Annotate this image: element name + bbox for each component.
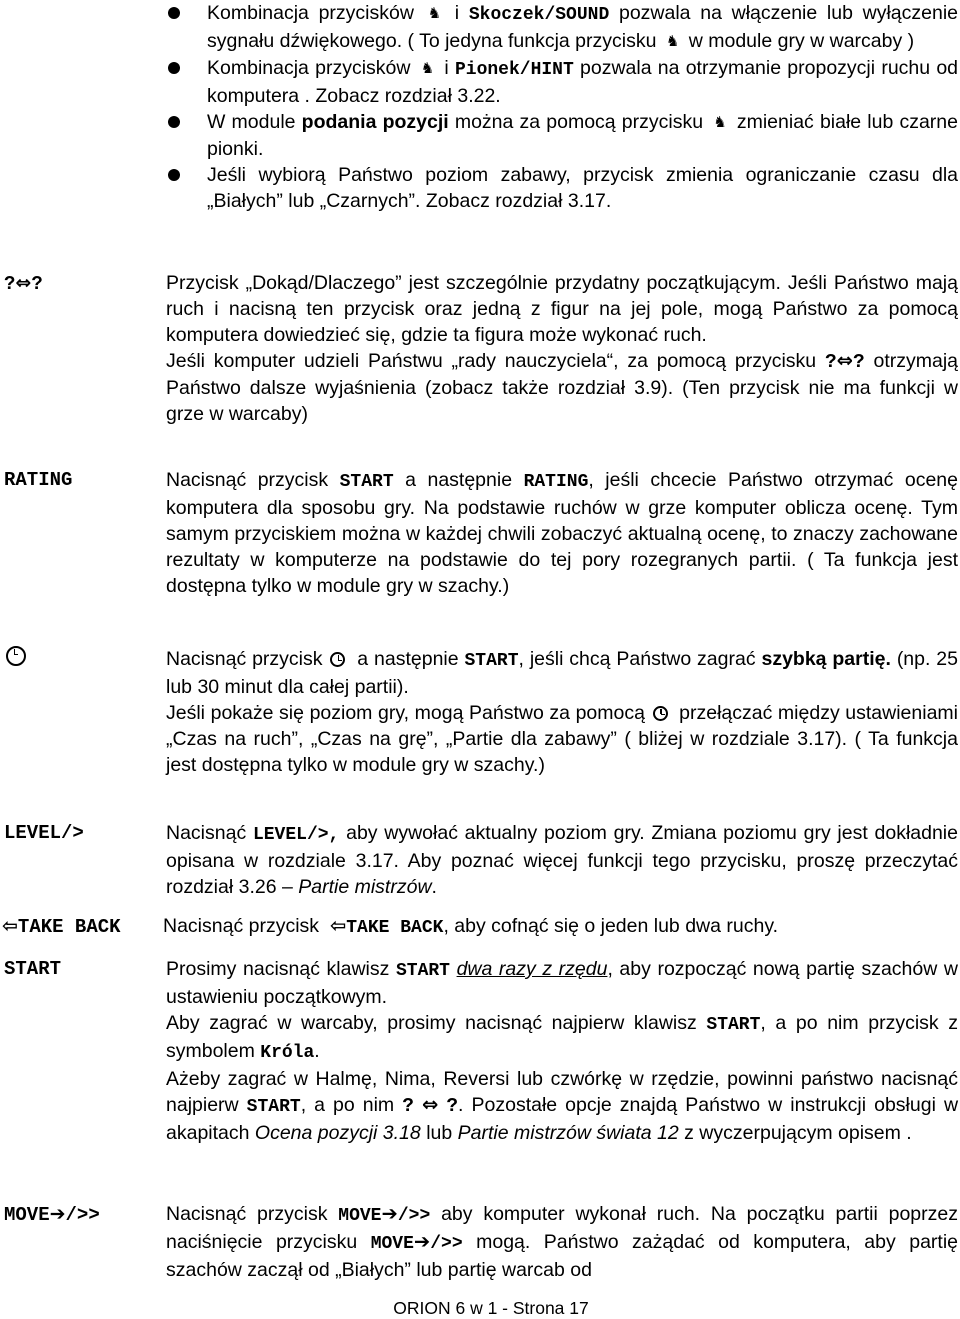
bullet-dot-icon: [168, 7, 180, 19]
start-text: Prosimy nacisnąć klawisz START dwa razy z rzędu, aby rozpocząć nową partię szachów w ustawieniu początkowym. Aby zagrać w warcaby, prosimy nacisnąć najpierw klawisz START, a po nim przycisk z symbolem Króla. Ażeby zagrać w Halmę, Nima, Reversi lub czwórkę w rzędzie, powinni państwo nacisnąć najpierw START, a po nim ? ⇔ ?. Pozostałe opcje znajdą Państwo w instrukcji obsługi w akapitach Ocena pozycji 3.18 lub Partie mistrzów świata 12 z wyczerpującym opisem .: [166, 958, 959, 1144]
bullet-dot-icon: [168, 116, 180, 128]
list-item: Kombinacja przycisków ♞ i Pionek/HINT pozwala na otrzymanie propozycji ruchu od komputera . Zobacz rozdział 3.22.: [166, 55, 958, 109]
list-item: Kombinacja przycisków ♞ i Skoczek/SOUND pozwala na włączenie lub wyłączenie sygnału dźwiękowego. ( To jedyna funkcja przycisku ♞ w module gry w warcaby ): [166, 0, 958, 55]
horse-head-icon: ♞: [665, 32, 680, 50]
list-item: W module podania pozycji można za pomocą przycisku ♞ zmieniać białe lub czarne pionki.: [166, 109, 958, 162]
move-text: Nacisnąć przycisk MOVE➔/>> aby komputer wykonał ruch. Na początku partii poprzez naciśnięcie przycisku MOVE➔/>> mogą. Państwo zażądać od komputera, aby partię szachów zaczął od „Białych” lub partię warcab od: [166, 1202, 958, 1281]
page-footer: ORION 6 w 1 - Strona 17: [393, 1298, 589, 1318]
clock-text: Nacisnąć przycisk a następnie START, jeśli chcą Państwo zagrać szybką partię. (np. 25 lub 30 minut dla całej partii). Jeśli pokaże się poziom gry, mogą Państwo za pomocą przełączać między ustawieniami „Czas na ruch”, „Czas na grę”, „Partie dla zabawy” ( bliżej w rozdziale 3.17). ( Ta funkcja jest dostępna tylko w module gry w szachy.): [166, 648, 958, 776]
right-arrow-icon: ➔: [49, 1203, 66, 1225]
clock-icon: [330, 652, 345, 667]
level-label: LEVEL/>: [4, 822, 84, 844]
why-text: Przycisk „Dokąd/Dlaczego” jest szczególnie przydatny początkującym. Jeśli Państwo mają ruch i nacisną ten przycisk oraz jedną z figur na jej pole, mogą Państwo za pomocą komputera dowiedzieć się, gdzie ta figura może wykonać ruch. Jeśli komputer udzieli Państwu „rady nauczyciela“, za pomocą przycisku ?⇔? otrzymają Państwo dalsze wyjaśnienia (zobacz także rozdział 3.9). (Ten przycisk nie ma funkcji w grze w warcaby): [166, 272, 959, 425]
bullet-list: [166, 0, 958, 214]
right-arrow-icon: ➔: [413, 1230, 431, 1253]
left-arrow-icon: ⇦: [2, 915, 18, 937]
horse-head-icon: ♞: [427, 4, 442, 22]
rating-label: RATING: [4, 469, 73, 491]
horse-head-icon: ♞: [713, 113, 727, 131]
horse-head-icon: ♞: [420, 59, 435, 77]
start-label: START: [4, 958, 62, 980]
bullet-dot-icon: [168, 62, 180, 74]
level-text: Nacisnąć LEVEL/>, aby wywołać aktualny poziom gry. Zmiana poziomu gry jest dokładnie opisana w rozdziale 3.17. Aby poznać więcej funkcji tego przycisku, proszę przeczytać rozdział 3.26 – Partie mistrzów.: [166, 822, 958, 898]
double-arrow-icon: ⇔: [836, 349, 853, 372]
double-arrow-icon: ⇔: [421, 1093, 439, 1116]
list-item: Jeśli wybiorą Państwo poziom zabawy, przycisk zmienia ograniczanie czasu dla „Białych” lub „Czarnych”. Zobacz rozdział 3.17.: [166, 162, 958, 214]
why-label: ?⇔?: [4, 272, 43, 295]
right-arrow-icon: ➔: [381, 1202, 398, 1225]
clock-icon: [653, 706, 668, 721]
left-arrow-icon: ⇦: [329, 914, 347, 937]
rating-text: Nacisnąć przycisk START a następnie RATING, jeśli chcecie Państwo otrzymać ocenę komputera dla sposobu gry. Na podstawie ruchów w grze komputer oblicza ocenę. Tym samym przyciskiem można w każdej chwili zobaczyć aktualną ocenę, to znaczy zachowane rezultaty w komputerze na podstawie do tej pory rozegranych partii. ( Ta funkcja jest dostępna tylko w module gry w szachy.): [166, 469, 958, 597]
takeback-label: ⇦TAKE BACK: [2, 915, 121, 938]
takeback-text: Nacisnąć przycisk ⇦TAKE BACK, aby cofnąć się o jeden lub dwa ruchy.: [163, 914, 779, 938]
bullet-dot-icon: [168, 169, 180, 181]
clock-icon: [6, 646, 26, 666]
move-label: MOVE➔/>>: [4, 1203, 100, 1226]
clock-label: [4, 646, 32, 672]
double-arrow-icon: ⇔: [15, 272, 32, 294]
